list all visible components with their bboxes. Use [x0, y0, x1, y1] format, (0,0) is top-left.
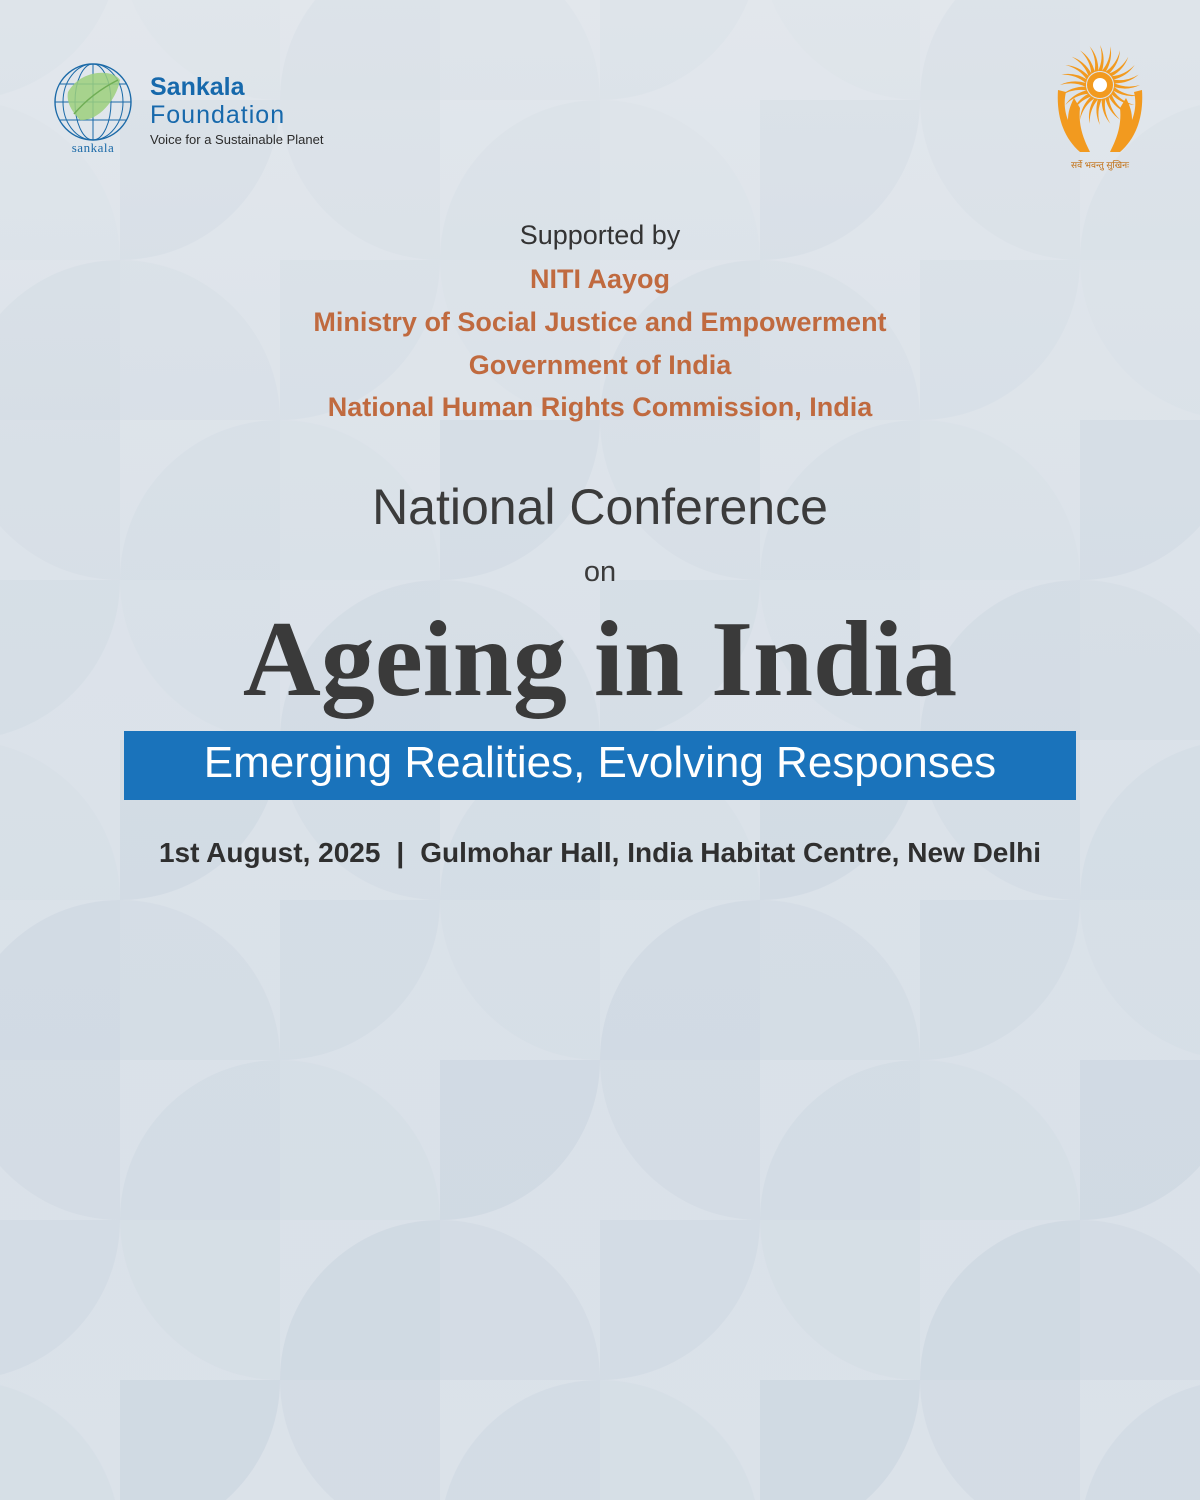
sun-ray — [1114, 83, 1140, 89]
org-name: Sankala — [150, 73, 245, 101]
sun-ray — [1088, 45, 1100, 72]
conference-connector: on — [583, 556, 617, 588]
supporter-ministry: Ministry of Social Justice and Empowerment — [313, 307, 887, 337]
details-separator: | — [396, 837, 405, 868]
sun-ray — [1113, 73, 1140, 85]
supporter-nhrc: National Human Rights Commission, India — [327, 392, 873, 422]
sun-ray — [1100, 98, 1112, 125]
supporter-government: Government of India — [468, 350, 732, 380]
conference-title: Ageing in India — [242, 600, 958, 719]
emblem-motto: सर्वे भवन्तु सुखिनः — [1071, 160, 1129, 170]
globe-wordmark: sankala — [71, 140, 115, 155]
ministry-emblem — [1050, 40, 1150, 180]
sun-ray — [1096, 99, 1102, 125]
subtitle-banner — [124, 731, 1076, 800]
org-name-line2: Foundation — [150, 101, 286, 129]
event-date: 1st August, 2025 — [158, 837, 381, 868]
supported-by-heading: Supported by — [519, 220, 681, 250]
sankala-foundation-logo — [50, 62, 370, 162]
conference-kind: National Conference — [372, 479, 828, 535]
conference-subtitle: Emerging Realities, Evolving Responses — [203, 738, 997, 787]
sun-hands-emblem-icon — [1050, 40, 1150, 165]
org-tagline: Voice for a Sustainable Planet — [150, 132, 324, 147]
supporter-niti-aayog: NITI Aayog — [529, 264, 670, 294]
event-details — [0, 837, 1200, 869]
sun-ray — [1060, 81, 1086, 87]
event-venue: Gulmohar Hall, India Habitat Centre, New Delhi — [420, 837, 1042, 868]
sun-ray — [1098, 45, 1104, 71]
